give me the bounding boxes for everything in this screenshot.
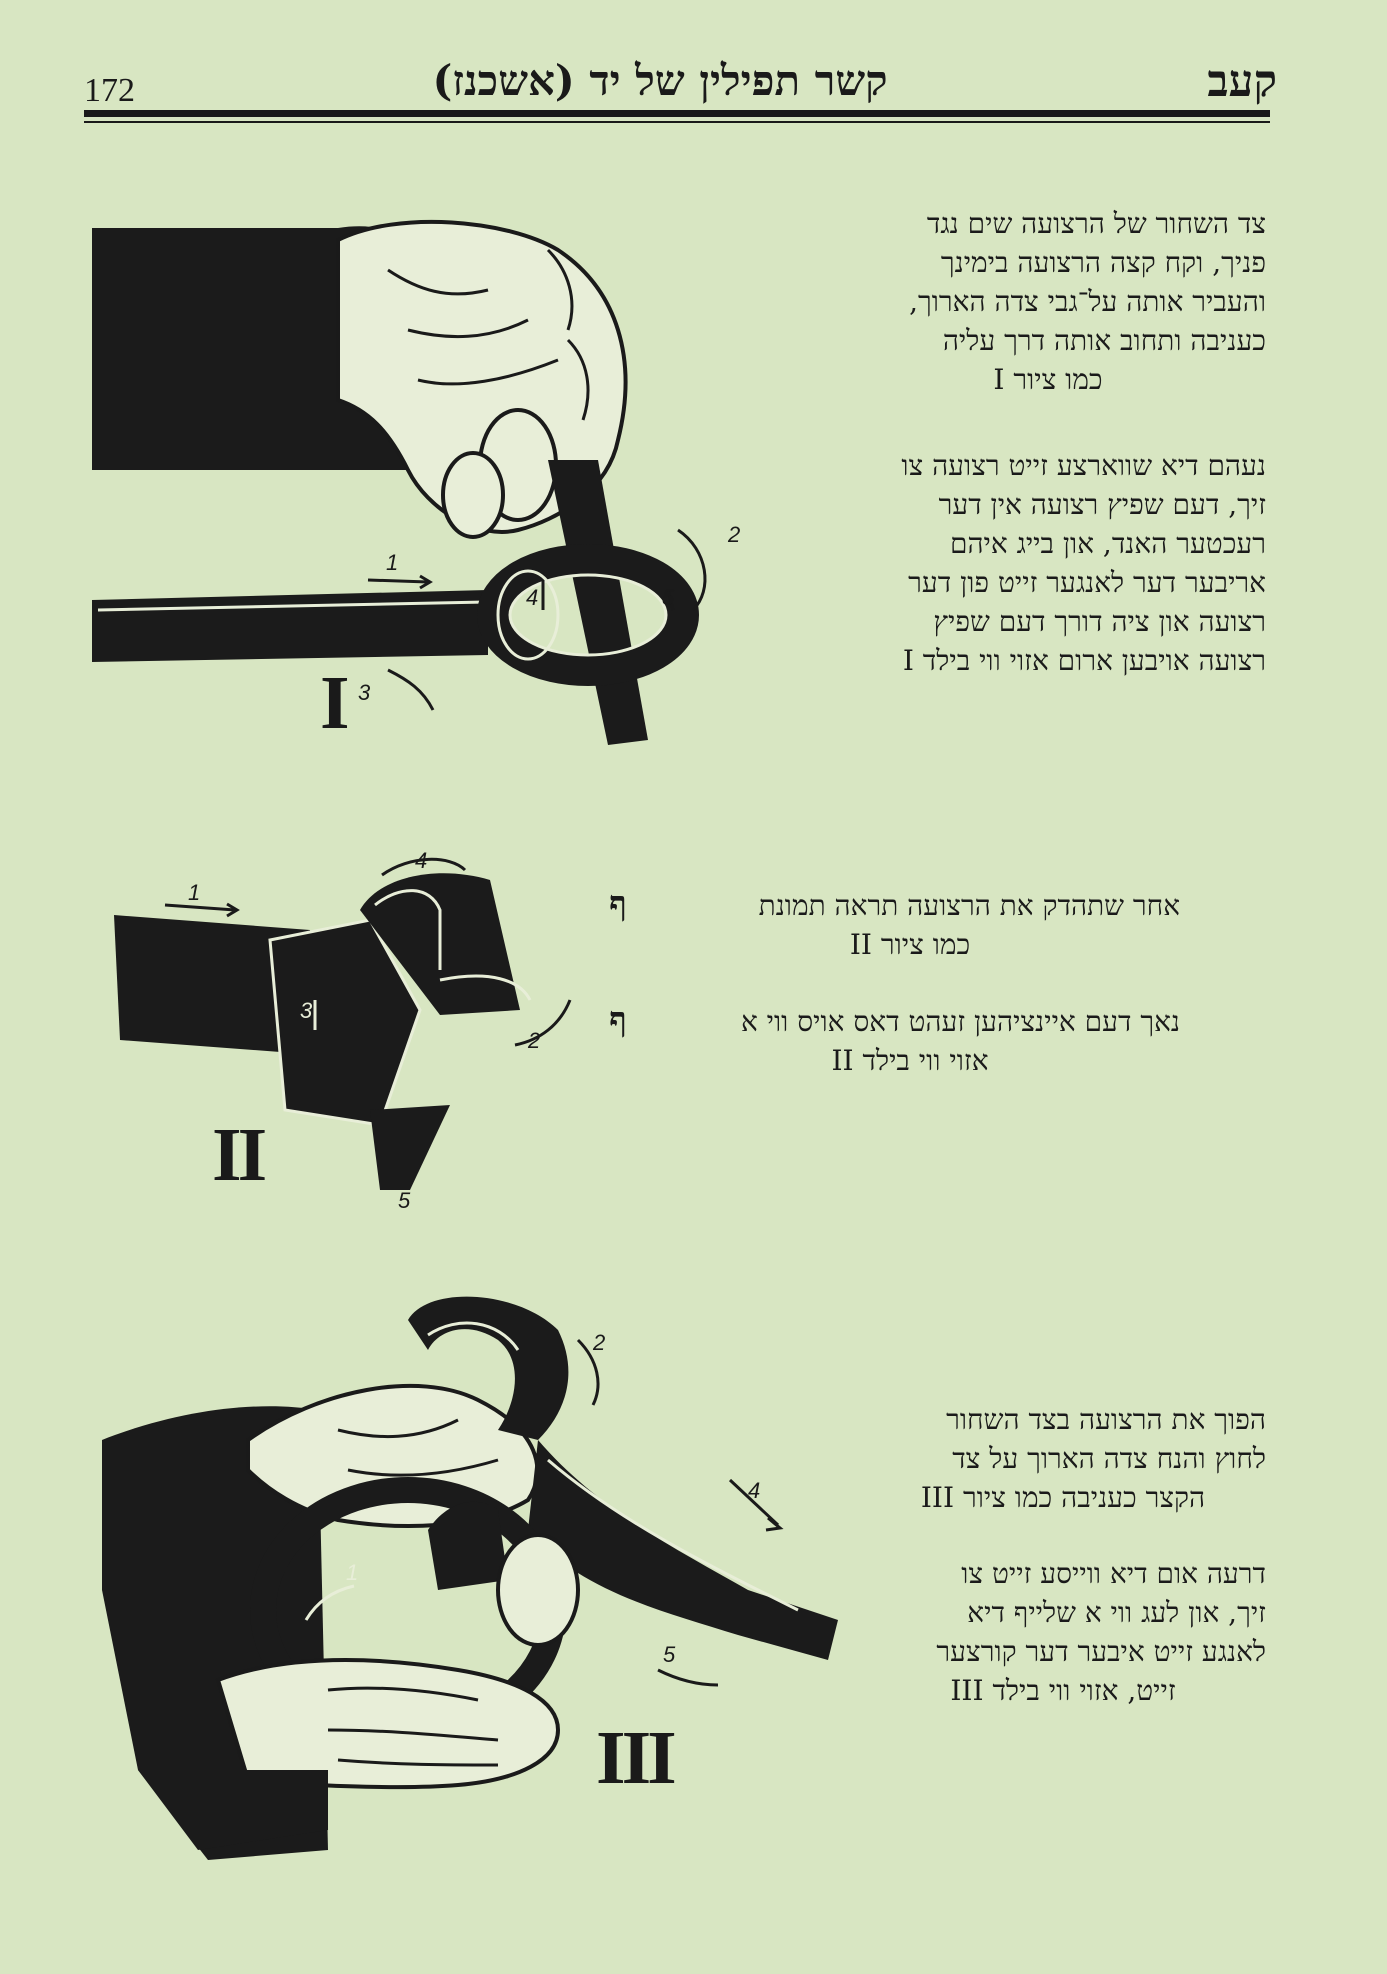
arrow-number: 1 (386, 550, 399, 575)
text-line: כעניבה ותחוב אותה דרך עליה (942, 324, 1266, 357)
text-line: צד השחור של הרצועה שים נגד (926, 207, 1266, 240)
arrow-number: 5 (663, 1642, 676, 1667)
page-number: 172 (84, 72, 135, 109)
arrow-number: 5 (662, 585, 675, 610)
text-line: פניך, וקח קצה הרצועה בימינך (940, 246, 1266, 279)
text-line: זיך, דעם שפיץ רצועה אין דער (938, 488, 1266, 521)
arrow-number: 2 (728, 522, 741, 547)
arrow-number: 4 (415, 848, 428, 873)
text-line: לחוץ והנח צדה הארוך על צד (952, 1442, 1266, 1475)
arrow-number: 2 (528, 1028, 541, 1053)
arrow-number: 4 (748, 1478, 761, 1503)
text-line: רעכטער האנד, און בייג איהם (949, 527, 1266, 560)
text-line: אזוי ווי בילד II (831, 1044, 989, 1077)
text-line: נאך דעם איינציהען זעהט דאס אויס ווי א (740, 1005, 1180, 1038)
arrow-number: 3 (358, 680, 371, 705)
text-line: כמו ציור II (849, 928, 971, 961)
instruction-hebrew-1 (830, 204, 1266, 399)
text-line: זייט, אזוי ווי בילד III (950, 1674, 1176, 1707)
illustration-figure-3 (98, 1290, 858, 1870)
arrow-number: 1 (188, 880, 201, 905)
arrow-number: 4 (526, 585, 539, 610)
arrow-number: 3 (300, 998, 313, 1023)
arrow-number: 1 (346, 1560, 359, 1585)
header-rule (84, 110, 1270, 117)
text-line: כמו ציור I (993, 363, 1103, 396)
text-line: זיך, און לעג ווי א שלייף דיא (967, 1596, 1266, 1629)
text-line: והעביר אותה על־גבי צדה הארוך, (909, 285, 1266, 318)
illustration-figure-2 (110, 848, 590, 1213)
text-line: רצועה און ציה דורך דעם שפיץ (933, 605, 1266, 638)
illustration-figure-1 (88, 210, 788, 750)
hebrew-page-numeral: קעב (1207, 56, 1277, 107)
paragraph-bullet: ף (609, 884, 627, 924)
instruction-yiddish-1 (830, 446, 1266, 680)
instruction-hebrew-2 (640, 886, 1180, 964)
instruction-hebrew-3 (860, 1400, 1266, 1517)
text-line: אריבער דער לאנגער זייט פון דער (908, 566, 1266, 599)
header-rule-thin (84, 121, 1270, 123)
arrow-number: 5 (398, 1188, 411, 1213)
text-line: נעהם דיא שווארצע זייט רצועה צו (901, 449, 1266, 482)
text-line: דרעה אום דיא ווייסע זייט צו (961, 1557, 1266, 1590)
instruction-yiddish-2 (640, 1002, 1180, 1080)
text-line: לאנגע זייט איבער דער קורצער (936, 1635, 1266, 1668)
text-line: אחר שתהדק את הרצועה תראה תמונת (758, 889, 1180, 922)
running-title: קשר תפילין של יד (אשכנז) (432, 56, 888, 105)
text-line: הפוך את הרצועה בצד השחור (946, 1403, 1266, 1436)
text-line: הקצר כעניבה כמו ציור III (920, 1481, 1206, 1514)
arrow-number: 2 (593, 1330, 606, 1355)
instruction-yiddish-3 (860, 1554, 1266, 1710)
figure-label-3: III (596, 1716, 673, 1800)
figure-label-1: I (320, 661, 346, 745)
paragraph-bullet: ף (609, 1000, 627, 1040)
figure-label-2: II (212, 1113, 264, 1197)
text-line: רצועה אויבען ארום אזוי ווי בילד I (902, 644, 1266, 677)
